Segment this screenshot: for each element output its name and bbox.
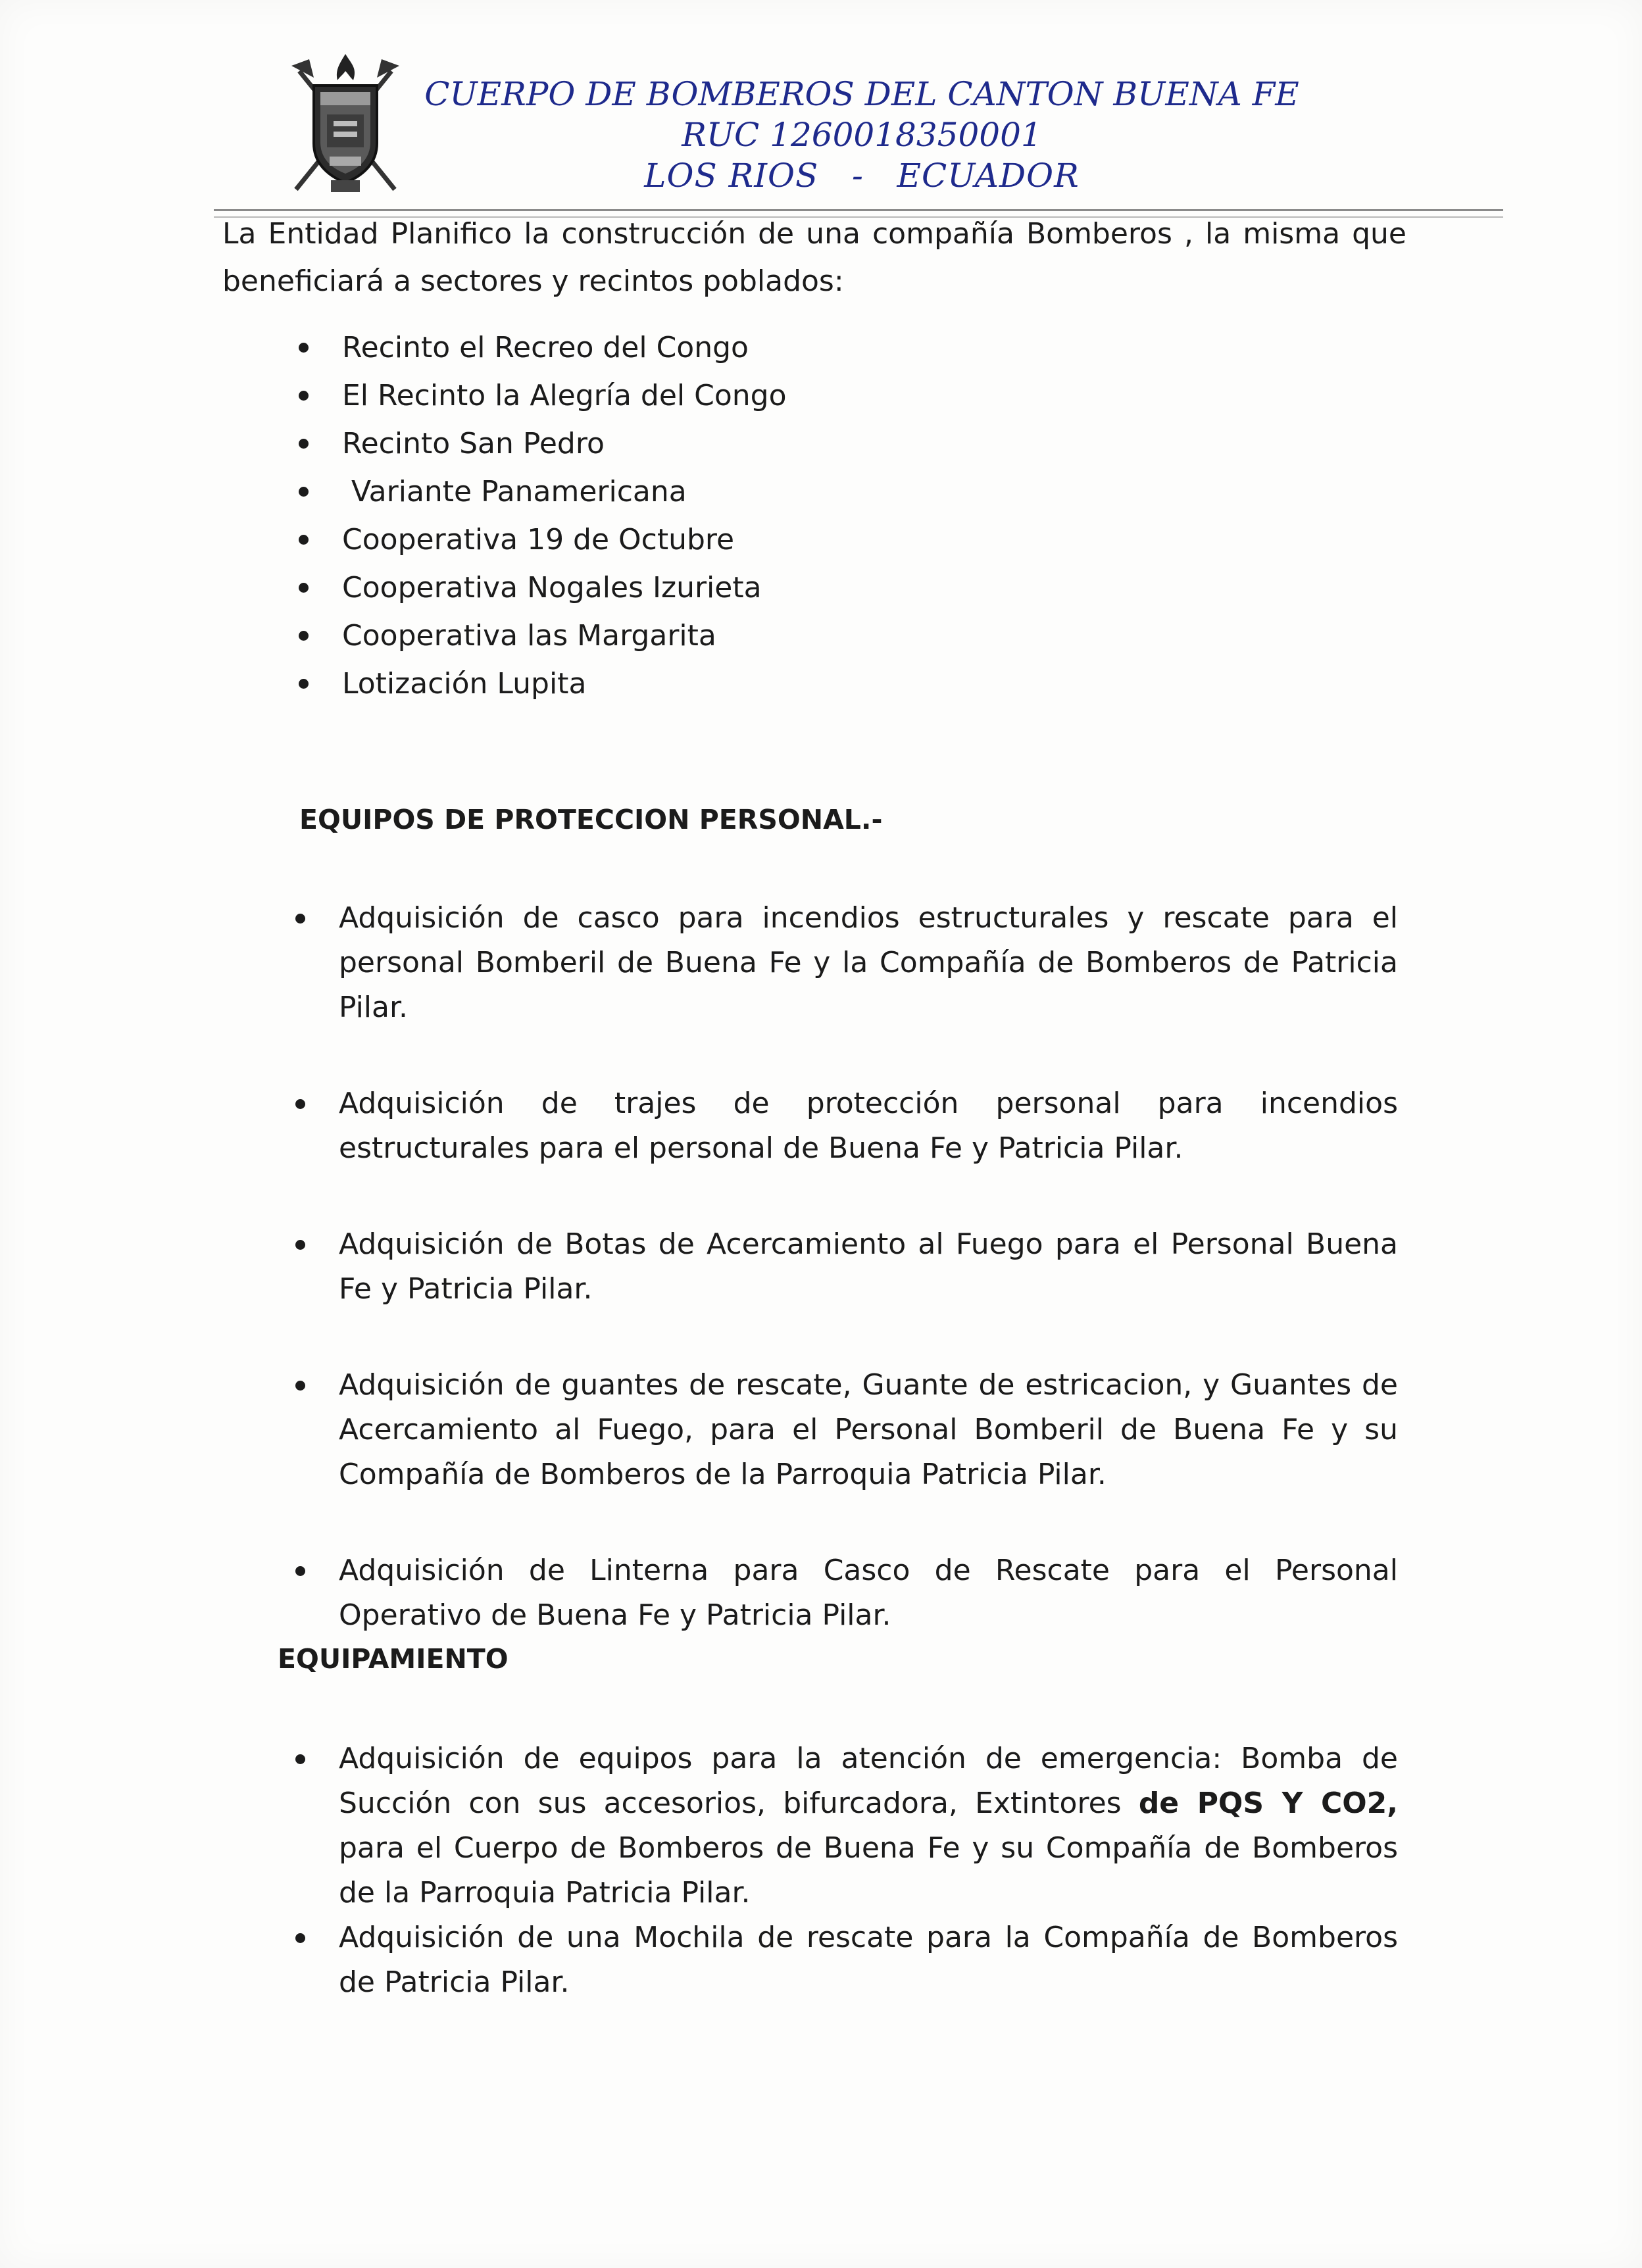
list-item: Lotización Lupita: [342, 660, 787, 708]
letterhead-text: [375, 74, 1349, 196]
intro-paragraph-line-2: beneficiará a sectores y recintos poblados:: [222, 264, 844, 298]
list-item: Recinto el Recreo del Congo: [342, 324, 787, 372]
equipamiento-list: [339, 1737, 1398, 2005]
intro-paragraph-line-1: La Entidad Planifico la construcción de una compañía Bomberos , la misma que: [222, 217, 1406, 251]
item-text-bold: de PQS Y CO2,: [1138, 1787, 1398, 1820]
list-item: Cooperativa 19 de Octubre: [342, 516, 787, 564]
list-item: Variante Panamericana: [342, 468, 787, 516]
locations-list: [342, 324, 787, 708]
list-item: Cooperativa Nogales Izurieta: [342, 564, 787, 612]
location-line: LOS RIOS - ECUADOR: [644, 157, 1080, 195]
list-item: Adquisición de trajes de protección personal para incendios estructurales para el personal de Buena Fe y Patricia Pilar.: [339, 1081, 1398, 1171]
list-item: Adquisición de guantes de rescate, Guante de estricacion, y Guantes de Acercamiento al Fuego, para el Personal Bomberil de Buena Fe y su Compañía de Bomberos de la Parroquia Patricia Pilar.: [339, 1363, 1398, 1497]
list-item: Cooperativa las Margarita: [342, 612, 787, 660]
epp-list: [339, 896, 1398, 1689]
organization-name: CUERPO DE BOMBEROS DEL CANTON BUENA FE: [424, 75, 1299, 113]
list-item: [339, 1737, 1398, 1915]
list-item: Adquisición de Botas de Acercamiento al Fuego para el Personal Buena Fe y Patricia Pilar.: [339, 1222, 1398, 1312]
list-item: Adquisición de una Mochila de rescate para la Compañía de Bomberos de Patricia Pilar.: [339, 1915, 1398, 2005]
ruc-number: RUC 1260018350001: [682, 116, 1042, 154]
item-text: para el Cuerpo de Bomberos de Buena Fe y su Compañía de Bomberos de la Parroquia Patricia Pilar.: [339, 1831, 1398, 1910]
list-item: El Recinto la Alegría del Congo: [342, 372, 787, 420]
list-item: Adquisición de Linterna para Casco de Rescate para el Personal Operativo de Buena Fe y Patricia Pilar.: [339, 1548, 1398, 1638]
section-heading-epp: EQUIPOS DE PROTECCION PERSONAL.-: [299, 804, 883, 835]
section-heading-equipamiento: EQUIPAMIENTO: [278, 1643, 509, 1675]
letterhead: [211, 46, 1500, 210]
item-text: Adquisición de equipos para la atención de emergencia: Bomba de Succión con sus accesorios, bifurcadora, Extintores: [339, 1742, 1398, 1820]
list-item: Recinto San Pedro: [342, 420, 787, 468]
list-item: Adquisición de casco para incendios estructurales y rescate para el personal Bomberil de Buena Fe y la Compañía de Bomberos de Patricia Pilar.: [339, 896, 1398, 1030]
